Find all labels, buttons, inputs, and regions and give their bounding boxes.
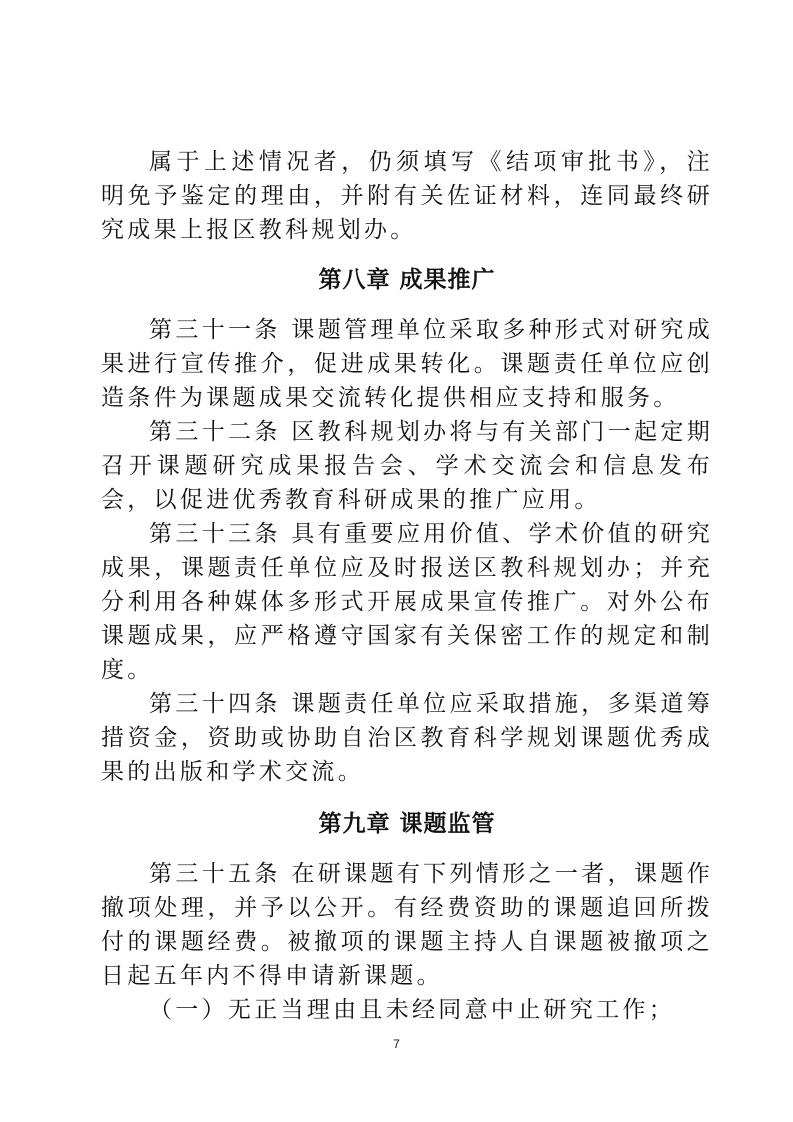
article-33: 第三十三条 具有重要应用价值、学术价值的研究成果，课题责任单位应及时报送区教科规划办；并充分利用各种媒体多形式开展成果宣传推广。对外公布课题成果，应严格遵守国家有关保密工作的规定和制度。: [101, 521, 713, 683]
chapter-9-heading: 第九章 课题监管: [318, 811, 496, 837]
document-body: [101, 145, 713, 1027]
article-32: 第三十二条 区教科规划办将与有关部门一起定期召开课题研究成果报告会、学术交流会和信息发布会，以促进优秀教育科研成果的推广应用。: [101, 419, 713, 513]
list-item-1: （一）无正当理由且未经同意中止研究工作；: [149, 997, 675, 1023]
page-number: 7: [393, 1037, 400, 1051]
article-35: 第三十五条 在研课题有下列情形之一者，课题作撤项处理，并予以公开。有经费资助的课题追回所拨付的课题经费。被撤项的课题主持人自课题被撤项之日起五年内不得申请新课题。: [101, 861, 713, 989]
article-34: 第三十四条 课题责任单位应采取措施，多渠道筹措资金，资助或协助自治区教育科学规划课题优秀成果的出版和学术交流。: [101, 691, 713, 785]
paragraph-exemption-note: 属于上述情况者，仍须填写《结项审批书》，注明免予鉴定的理由，并附有关佐证材料，连同最终研究成果上报区教科规划办。: [101, 149, 713, 243]
article-31: 第三十一条 课题管理单位采取多种形式对研究成果进行宣传推介，促进成果转化。课题责任单位应创造条件为课题成果交流转化提供相应支持和服务。: [101, 317, 713, 411]
chapter-8-heading: 第八章 成果推广: [318, 267, 496, 293]
